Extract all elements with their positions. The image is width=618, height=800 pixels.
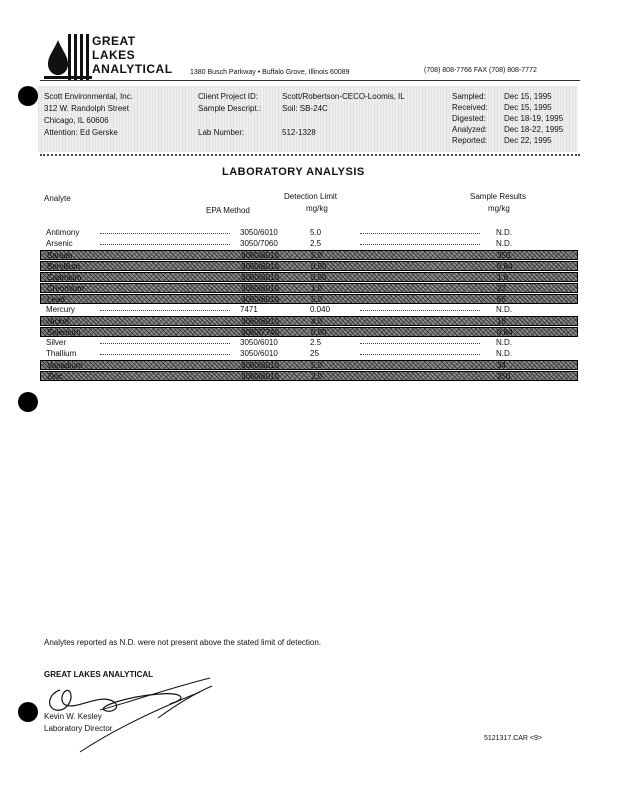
leader-dots (100, 233, 230, 234)
col-header-limit: Detection Limit (284, 192, 337, 201)
leader-dots (360, 354, 480, 355)
analyte-method: 3050/6010 (241, 251, 279, 260)
analyte-name: Nickel (47, 317, 69, 326)
punch-hole-middle (18, 392, 38, 412)
analyte-result: N.D. (496, 305, 512, 314)
letterhead-address: 1380 Busch Parkway • Buffalo Grove, Illinois 60089 (190, 69, 350, 76)
leader-dots (100, 343, 230, 344)
client-city: Chicago, IL 60606 (44, 116, 109, 125)
table-row (40, 327, 578, 337)
logo-word-2: LAKES (92, 48, 136, 62)
analyte-result: 34 (497, 361, 506, 370)
table-row (40, 228, 578, 238)
analyte-limit: 0.040 (310, 305, 331, 314)
analyte-method: 3050/6010 (240, 228, 278, 237)
signer-title: Laboratory Director (44, 724, 113, 733)
analyte-limit: 5.0 (311, 295, 323, 304)
table-row (40, 371, 578, 381)
date-label-analyzed: Analyzed: (452, 125, 488, 134)
date-value-sampled: Dec 15, 1995 (504, 92, 552, 101)
sample-desc-value: Soil: SB-24C (282, 104, 328, 113)
analyte-name: Lead (47, 295, 65, 304)
info-block-rule (40, 154, 580, 156)
report-title: LABORATORY ANALYSIS (222, 166, 365, 178)
leader-dots (360, 233, 480, 234)
col-header-analyte: Analyte (44, 194, 71, 203)
analyte-result: 66 (497, 295, 506, 304)
analyte-method: 3050/6010 (241, 317, 279, 326)
analyte-name: Arsenic (46, 239, 73, 248)
leader-dots (360, 310, 480, 311)
lab-number-value: 512-1328 (282, 128, 316, 137)
col-header-result-unit: mg/kg (488, 204, 510, 213)
analyte-method: 3050/6010 (241, 262, 279, 271)
table-row (40, 316, 578, 326)
client-project-label: Client Project ID: (198, 92, 259, 101)
file-reference: 5121317.CAR <9> (484, 735, 542, 742)
table-row (40, 338, 578, 348)
date-value-reported: Dec 22, 1995 (504, 136, 552, 145)
table-row (40, 239, 578, 249)
analyte-limit: 2.5 (310, 239, 322, 248)
table-row (40, 349, 578, 359)
letterhead-rule (40, 80, 580, 81)
date-value-received: Dec 15, 1995 (504, 103, 552, 112)
leader-dots (360, 343, 480, 344)
client-street: 312 W. Randolph Street (44, 104, 129, 113)
analyte-name: Thallium (46, 349, 77, 358)
analyte-name: Barium (47, 251, 73, 260)
analyte-name: Beryllium (47, 262, 80, 271)
analyte-limit: 0.50 (311, 273, 327, 282)
logo-word-1: GREAT (92, 34, 136, 48)
analyte-result: N.D. (496, 349, 512, 358)
col-header-method: EPA Method (206, 206, 250, 215)
punch-hole-bottom (18, 702, 38, 722)
leader-dots (100, 244, 230, 245)
signer-name: Kevin W. Kesley (44, 712, 102, 721)
analyte-method: 3050/6010 (241, 361, 279, 370)
analyte-result: 250 (497, 372, 511, 381)
analyte-result: N.D. (496, 338, 512, 347)
client-attention: Attention: Ed Gerske (44, 128, 118, 137)
analyte-limit: 1.0 (311, 284, 323, 293)
table-row (40, 250, 578, 260)
analyte-result: N.D. (496, 228, 512, 237)
analyte-method: 3050/6010 (241, 284, 279, 293)
date-label-reported: Reported: (452, 136, 488, 145)
date-value-analyzed: Dec 18-22, 1995 (504, 125, 564, 134)
col-header-limit-unit: mg/kg (306, 204, 328, 213)
analyte-limit: 2.5 (310, 338, 322, 347)
analyte-method: 3050/6010 (241, 295, 279, 304)
analyte-limit: 4.0 (311, 317, 323, 326)
analyte-name: Antimony (46, 228, 80, 237)
footnote: Analytes reported as N.D. were not present above the stated limit of detection. (44, 638, 322, 647)
analyte-method: 3050/6010 (240, 338, 278, 347)
analyte-result: 0.84 (497, 262, 513, 271)
analyte-limit: 5.0 (310, 228, 322, 237)
date-label-digested: Digested: (452, 114, 486, 123)
analyte-limit: 25 (310, 349, 319, 358)
date-label-received: Received: (452, 103, 488, 112)
client-name: Scott Environmental, Inc. (44, 92, 133, 101)
lab-number-label: Lab Number: (198, 128, 245, 137)
analyte-method: 3050/6010 (240, 349, 278, 358)
analyte-result: 18 (497, 317, 506, 326)
table-row (40, 305, 578, 315)
client-project-value: Scott/Robertson-CECO-Loomis, IL (282, 92, 405, 101)
leader-dots (100, 310, 230, 311)
analyte-method: 3050/7060 (240, 239, 278, 248)
letterhead-phone: (708) 808-7766 FAX (708) 808-7772 (424, 67, 537, 74)
table-row (40, 261, 578, 271)
leader-dots (360, 244, 480, 245)
analyte-limit: 0.50 (311, 328, 327, 337)
punch-hole-top (18, 86, 38, 106)
date-label-sampled: Sampled: (452, 92, 486, 101)
table-row (40, 283, 578, 293)
signature-company: GREAT LAKES ANALYTICAL (44, 670, 154, 679)
leader-dots (100, 354, 230, 355)
date-value-digested: Dec 18-19, 1995 (504, 114, 564, 123)
analyte-result: 1.6 (497, 273, 509, 282)
sample-desc-label: Sample Descript.: (198, 104, 262, 113)
table-row (40, 360, 578, 370)
analyte-limit: 5.0 (311, 251, 323, 260)
analyte-method: 3050/7740 (241, 328, 279, 337)
analyte-result: 350 (497, 251, 511, 260)
analyte-name: Vanadium (47, 361, 83, 370)
company-logo (44, 34, 92, 85)
table-row (40, 294, 578, 304)
analyte-name: Silver (46, 338, 67, 347)
analyte-result: 22 (497, 284, 506, 293)
analyte-method: 3050/6010 (241, 273, 279, 282)
analyte-limit: 2.0 (311, 372, 323, 381)
analyte-result: 0.84 (497, 328, 513, 337)
analyte-name: Cadmium (47, 273, 82, 282)
analyte-limit: 5.0 (311, 361, 323, 370)
analyte-name: Selenium (47, 328, 81, 337)
analyte-method: 7471 (240, 305, 258, 314)
logo-mark-icon (44, 34, 92, 80)
table-row (40, 272, 578, 282)
analyte-name: Chromium (47, 284, 84, 293)
analyte-name: Mercury (46, 305, 75, 314)
logo-word-3: ANALYTICAL (92, 62, 173, 76)
col-header-result: Sample Results (470, 192, 527, 201)
analyte-name: Zinc (47, 372, 63, 381)
analyte-result: N.D. (496, 239, 512, 248)
analyte-method: 3050/6010 (241, 372, 279, 381)
analyte-limit: 0.50 (311, 262, 327, 271)
